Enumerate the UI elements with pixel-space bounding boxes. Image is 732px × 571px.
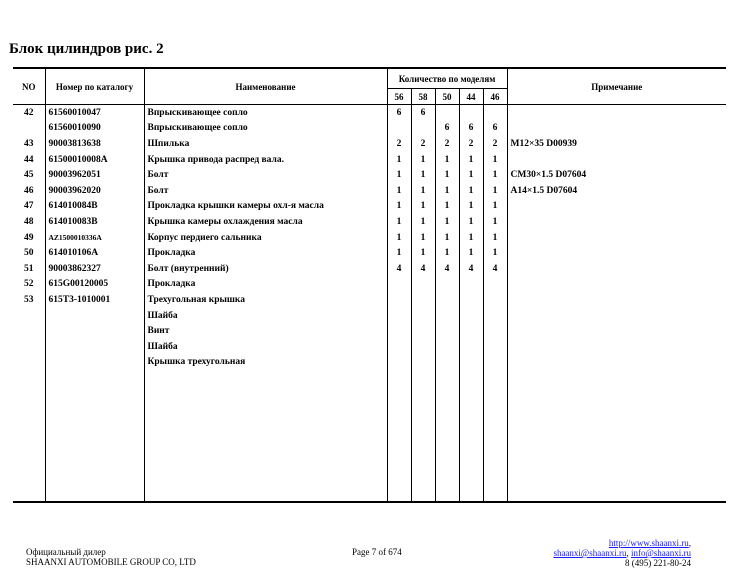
row-qty <box>411 292 435 308</box>
table-row <box>13 214 726 230</box>
row-qty <box>459 323 483 339</box>
row-qty <box>483 355 507 371</box>
row-catalog-number: 61500010008A <box>45 152 144 168</box>
row-qty <box>435 105 459 121</box>
row-qty: 1 <box>459 167 483 183</box>
row-qty: 4 <box>387 261 411 277</box>
row-qty <box>459 292 483 308</box>
email-separator: , <box>626 548 631 558</box>
row-note <box>507 152 726 168</box>
table-row <box>13 245 726 261</box>
header-note: Примечание <box>507 68 726 105</box>
table-row <box>13 308 726 324</box>
row-no: 46 <box>24 185 34 196</box>
row-name: Впрыскивающее сопло <box>144 105 387 121</box>
empty-cell <box>411 370 435 502</box>
row-name: Корпус пердиего сальника <box>144 230 387 246</box>
row-qty <box>483 105 507 121</box>
row-qty: 1 <box>483 152 507 168</box>
website-link[interactable]: http://www.shaanxi.ru <box>608 538 689 548</box>
table-row <box>13 152 726 168</box>
row-catalog-number: 615G00120005 <box>45 277 144 293</box>
row-name: Болт (внутренний) <box>144 261 387 277</box>
header-model: 46 <box>483 89 507 105</box>
row-no <box>13 355 45 371</box>
row-catalog-number: 61560010047 <box>45 105 144 121</box>
row-no: 43 <box>24 138 34 149</box>
row-qty <box>411 121 435 137</box>
row-qty: 1 <box>483 199 507 215</box>
row-qty: 6 <box>483 121 507 137</box>
row-no: 51 <box>24 263 34 274</box>
row-name: Крышка трехугольная <box>144 355 387 371</box>
row-no <box>13 308 45 324</box>
row-qty: 1 <box>387 183 411 199</box>
table-row <box>13 292 726 308</box>
row-name: Трехугольная крышка <box>144 292 387 308</box>
row-qty <box>483 277 507 293</box>
row-qty: 2 <box>459 136 483 152</box>
row-qty: 1 <box>387 199 411 215</box>
row-qty: 1 <box>483 230 507 246</box>
table-row <box>13 183 726 199</box>
row-qty <box>387 323 411 339</box>
row-qty: 1 <box>483 245 507 261</box>
row-qty: 1 <box>435 245 459 261</box>
footer-right <box>553 538 691 568</box>
row-qty: 1 <box>459 199 483 215</box>
parts-table <box>13 67 726 503</box>
empty-cell <box>483 370 507 502</box>
row-catalog-number: 615T3-1010001 <box>45 292 144 308</box>
row-catalog-number: 90003813638 <box>45 136 144 152</box>
table-row <box>13 199 726 215</box>
row-no: 47 <box>24 201 34 212</box>
row-qty: 1 <box>387 167 411 183</box>
row-qty: 4 <box>435 261 459 277</box>
row-qty: 6 <box>459 121 483 137</box>
header-catalog: Номер по каталогу <box>45 68 144 105</box>
row-note <box>507 230 726 246</box>
row-qty: 1 <box>411 152 435 168</box>
table-row <box>13 121 726 137</box>
row-name: Болт <box>144 183 387 199</box>
row-qty <box>459 308 483 324</box>
row-qty: 6 <box>411 105 435 121</box>
header-model: 50 <box>435 89 459 105</box>
row-qty <box>483 339 507 355</box>
row-note <box>507 105 726 121</box>
row-qty: 6 <box>435 121 459 137</box>
row-note: CM30×1.5 D07604 <box>507 167 726 183</box>
table-row <box>13 355 726 371</box>
table-row <box>13 323 726 339</box>
row-note: A14×1.5 D07604 <box>507 183 726 199</box>
empty-cell <box>435 370 459 502</box>
row-qty: 1 <box>411 214 435 230</box>
row-name: Впрыскивающее сопло <box>144 121 387 137</box>
table-row <box>13 105 726 121</box>
row-name: Прокладка крышки камеры охл-я масла <box>144 199 387 215</box>
row-qty: 1 <box>435 167 459 183</box>
row-qty: 1 <box>411 230 435 246</box>
row-qty: 1 <box>411 183 435 199</box>
row-qty <box>411 277 435 293</box>
row-name: Шайба <box>144 339 387 355</box>
row-no <box>13 339 45 355</box>
row-no: 49 <box>24 232 34 243</box>
row-qty: 2 <box>387 136 411 152</box>
row-name: Крышка камеры охлаждения масла <box>144 214 387 230</box>
row-qty <box>459 339 483 355</box>
row-qty: 1 <box>411 245 435 261</box>
row-qty: 1 <box>411 199 435 215</box>
row-no: 45 <box>24 170 34 181</box>
row-qty: 1 <box>483 167 507 183</box>
footer-left <box>26 547 196 567</box>
row-note <box>507 214 726 230</box>
empty-cell <box>13 370 45 502</box>
row-name: Шпилька <box>144 136 387 152</box>
row-note <box>507 323 726 339</box>
row-qty <box>387 121 411 137</box>
row-note <box>507 308 726 324</box>
row-qty <box>483 292 507 308</box>
company-name: SHAANXI AUTOMOBILE GROUP CO, LTD <box>26 557 196 567</box>
row-no <box>13 121 45 137</box>
empty-cell <box>144 370 387 502</box>
row-catalog-number: 614010106A <box>45 245 144 261</box>
row-catalog-number: 90003962051 <box>45 167 144 183</box>
row-note <box>507 277 726 293</box>
row-note <box>507 121 726 137</box>
row-qty <box>483 308 507 324</box>
row-qty <box>483 323 507 339</box>
row-no: 50 <box>24 248 34 259</box>
table-row <box>13 261 726 277</box>
row-qty: 1 <box>435 214 459 230</box>
row-qty: 1 <box>435 230 459 246</box>
row-qty <box>387 355 411 371</box>
row-qty: 1 <box>459 230 483 246</box>
table-filler-row <box>13 370 726 502</box>
row-qty <box>411 323 435 339</box>
row-no: 44 <box>24 154 34 165</box>
row-catalog-number <box>45 355 144 371</box>
row-qty: 1 <box>459 214 483 230</box>
row-catalog-number: 614010083B <box>45 214 144 230</box>
table-row <box>13 277 726 293</box>
row-no: 48 <box>24 216 34 227</box>
row-qty: 4 <box>411 261 435 277</box>
row-qty <box>387 292 411 308</box>
row-qty <box>411 339 435 355</box>
row-catalog-number: 90003862327 <box>45 261 144 277</box>
row-qty: 4 <box>459 261 483 277</box>
row-name: Шайба <box>144 308 387 324</box>
row-name: Крышка привода распред вала. <box>144 152 387 168</box>
row-qty <box>459 355 483 371</box>
row-qty <box>411 308 435 324</box>
row-no: 53 <box>24 294 34 305</box>
row-qty <box>435 292 459 308</box>
row-qty: 1 <box>459 152 483 168</box>
row-qty: 1 <box>387 214 411 230</box>
row-qty: 2 <box>435 136 459 152</box>
row-qty: 4 <box>483 261 507 277</box>
row-catalog-number: 614010084B <box>45 199 144 215</box>
table-row <box>13 167 726 183</box>
page-title: Блок цилиндров рис. 2 <box>9 41 164 57</box>
header-model: 58 <box>411 89 435 105</box>
row-note <box>507 355 726 371</box>
row-qty: 1 <box>483 183 507 199</box>
row-qty: 6 <box>387 105 411 121</box>
dealer-label: Официальный дилер <box>26 547 106 557</box>
row-catalog-number <box>45 339 144 355</box>
row-qty <box>459 105 483 121</box>
row-note <box>507 199 726 215</box>
row-qty: 1 <box>435 183 459 199</box>
row-qty <box>435 277 459 293</box>
email-link[interactable]: info@shaanxi.ru <box>630 548 691 558</box>
website-suffix: , <box>688 538 691 548</box>
row-qty: 1 <box>459 183 483 199</box>
row-qty <box>387 277 411 293</box>
row-qty <box>411 355 435 371</box>
row-qty: 1 <box>411 167 435 183</box>
row-qty: 2 <box>411 136 435 152</box>
row-qty: 1 <box>387 152 411 168</box>
header-no: NO <box>13 68 45 105</box>
row-qty: 1 <box>483 214 507 230</box>
row-qty <box>435 323 459 339</box>
table-row <box>13 339 726 355</box>
row-qty: 1 <box>387 245 411 261</box>
empty-cell <box>387 370 411 502</box>
row-qty <box>435 308 459 324</box>
row-catalog-number: 90003962020 <box>45 183 144 199</box>
empty-cell <box>459 370 483 502</box>
row-qty: 1 <box>387 230 411 246</box>
phone: 8 (495) 221-80-24 <box>625 558 691 568</box>
row-catalog-number <box>45 323 144 339</box>
row-note <box>507 292 726 308</box>
header-qty-group: Количество по моделям <box>387 68 507 89</box>
row-qty: 1 <box>435 152 459 168</box>
row-name: Болт <box>144 167 387 183</box>
row-name: Винт <box>144 323 387 339</box>
row-name: Прокладка <box>144 245 387 261</box>
row-note <box>507 339 726 355</box>
table-row <box>13 136 726 152</box>
page-number: Page 7 of 674 <box>352 547 402 557</box>
row-no: 52 <box>24 279 34 290</box>
row-qty: 1 <box>435 199 459 215</box>
row-qty <box>435 339 459 355</box>
table-row <box>13 230 726 246</box>
row-qty <box>387 339 411 355</box>
row-catalog-number <box>45 308 144 324</box>
header-model: 56 <box>387 89 411 105</box>
header-model: 44 <box>459 89 483 105</box>
row-qty <box>459 277 483 293</box>
row-note: M12×35 D00939 <box>507 136 726 152</box>
empty-cell <box>507 370 726 502</box>
row-no: 42 <box>24 107 34 118</box>
row-qty: 2 <box>483 136 507 152</box>
row-name: Прокладка <box>144 277 387 293</box>
row-note <box>507 261 726 277</box>
row-note <box>507 245 726 261</box>
empty-cell <box>45 370 144 502</box>
header-name: Наименование <box>144 68 387 105</box>
row-qty: 1 <box>459 245 483 261</box>
row-catalog-number: 61560010090 <box>45 121 144 137</box>
email-link[interactable]: shaanxi@shaanxi.ru <box>553 548 627 558</box>
row-catalog-number: AZ1500010336A <box>45 230 144 246</box>
row-qty <box>435 355 459 371</box>
row-no <box>13 323 45 339</box>
row-qty <box>387 308 411 324</box>
